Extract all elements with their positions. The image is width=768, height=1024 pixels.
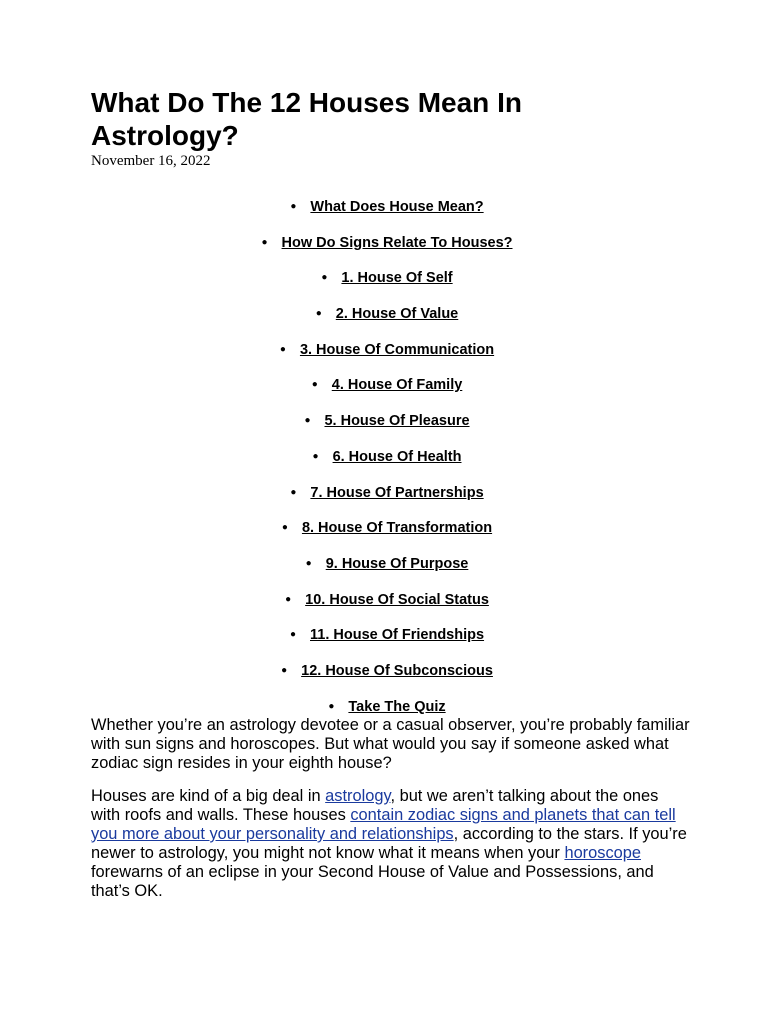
table-of-contents — [0, 196, 768, 731]
toc-item — [6, 660, 768, 696]
bullet-icon: ● — [311, 379, 318, 391]
paragraph-text: , but we aren’t talking about the ones with roofs and walls. These houses — [91, 787, 659, 824]
toc-link-house-5[interactable]: 5. House Of Pleasure — [324, 413, 470, 430]
bullet-icon: ● — [289, 629, 296, 641]
paragraph-text: , according to the stars. If you’re newer to astrology, you might not know what it means when your — [91, 825, 687, 862]
toc-link-signs-relate-to-houses[interactable]: How Do Signs Relate To Houses? — [281, 234, 513, 251]
toc-link-house-10[interactable]: 10. House Of Social Status — [305, 591, 489, 608]
toc-item — [6, 446, 768, 482]
toc-item — [6, 267, 768, 303]
toc-item — [6, 339, 768, 375]
bullet-icon: ● — [290, 486, 297, 498]
toc-item — [6, 589, 768, 625]
toc-item — [6, 553, 768, 589]
toc-link-house-2[interactable]: 2. House Of Value — [335, 306, 459, 323]
bullet-icon: ● — [312, 450, 319, 462]
toc-link-house-6[interactable]: 6. House Of Health — [332, 448, 462, 465]
houses-paragraph — [91, 787, 691, 901]
toc-link-house-3[interactable]: 3. House Of Communication — [299, 341, 495, 358]
paragraph-text: forewarns of an eclipse in your Second House of Value and Possessions, and that’s OK. — [91, 863, 654, 900]
toc-item — [6, 374, 768, 410]
toc-link-take-the-quiz[interactable]: Take The Quiz — [348, 698, 446, 715]
toc-item — [6, 232, 768, 268]
bullet-icon: ● — [304, 415, 311, 427]
toc-item — [6, 517, 768, 553]
toc-link-house-11[interactable]: 11. House Of Friendships — [310, 627, 485, 644]
toc-link-house-4[interactable]: 4. House Of Family — [331, 377, 463, 394]
toc-item — [6, 624, 768, 660]
bullet-icon: ● — [285, 593, 292, 605]
bullet-icon: ● — [328, 700, 335, 712]
toc-link-what-does-house-mean[interactable]: What Does House Mean? — [310, 199, 484, 215]
intro-paragraph: Whether you’re an astrology devotee or a casual observer, you’re probably familiar with sun signs and horoscopes. But what would you say if someone asked what zodiac sign resides in your eighth house? — [91, 716, 690, 772]
toc-item — [6, 303, 768, 339]
toc-link-house-1[interactable]: 1. House Of Self — [341, 270, 453, 287]
toc-item — [6, 482, 768, 518]
toc-link-house-9[interactable]: 9. House Of Purpose — [325, 555, 469, 572]
article-title: What Do The 12 Houses Mean In Astrology? — [91, 87, 522, 151]
paragraph-text: Houses are kind of a big deal in — [91, 787, 326, 805]
toc-item — [6, 196, 768, 232]
toc-item — [6, 410, 768, 446]
bullet-icon: ● — [281, 664, 288, 676]
toc-link-house-12[interactable]: 12. House Of Subconscious — [301, 662, 493, 679]
bullet-icon: ● — [305, 557, 312, 569]
bullet-icon: ● — [281, 522, 288, 534]
toc-link-house-8[interactable]: 8. House Of Transformation — [301, 520, 493, 537]
bullet-icon: ● — [279, 343, 286, 355]
bullet-icon: ● — [321, 272, 328, 284]
article-date: November 16, 2022 — [91, 153, 211, 169]
toc-link-house-7[interactable]: 7. House Of Partnerships — [310, 484, 484, 501]
horoscope-link[interactable]: horoscope — [564, 844, 641, 862]
astrology-link[interactable]: astrology — [325, 787, 391, 805]
bullet-icon: ● — [290, 201, 297, 212]
zodiac-signs-planets-link[interactable]: contain zodiac signs and planets that can tell you more about your personality and relationships — [91, 806, 676, 843]
bullet-icon: ● — [261, 236, 268, 248]
bullet-icon: ● — [315, 308, 322, 320]
